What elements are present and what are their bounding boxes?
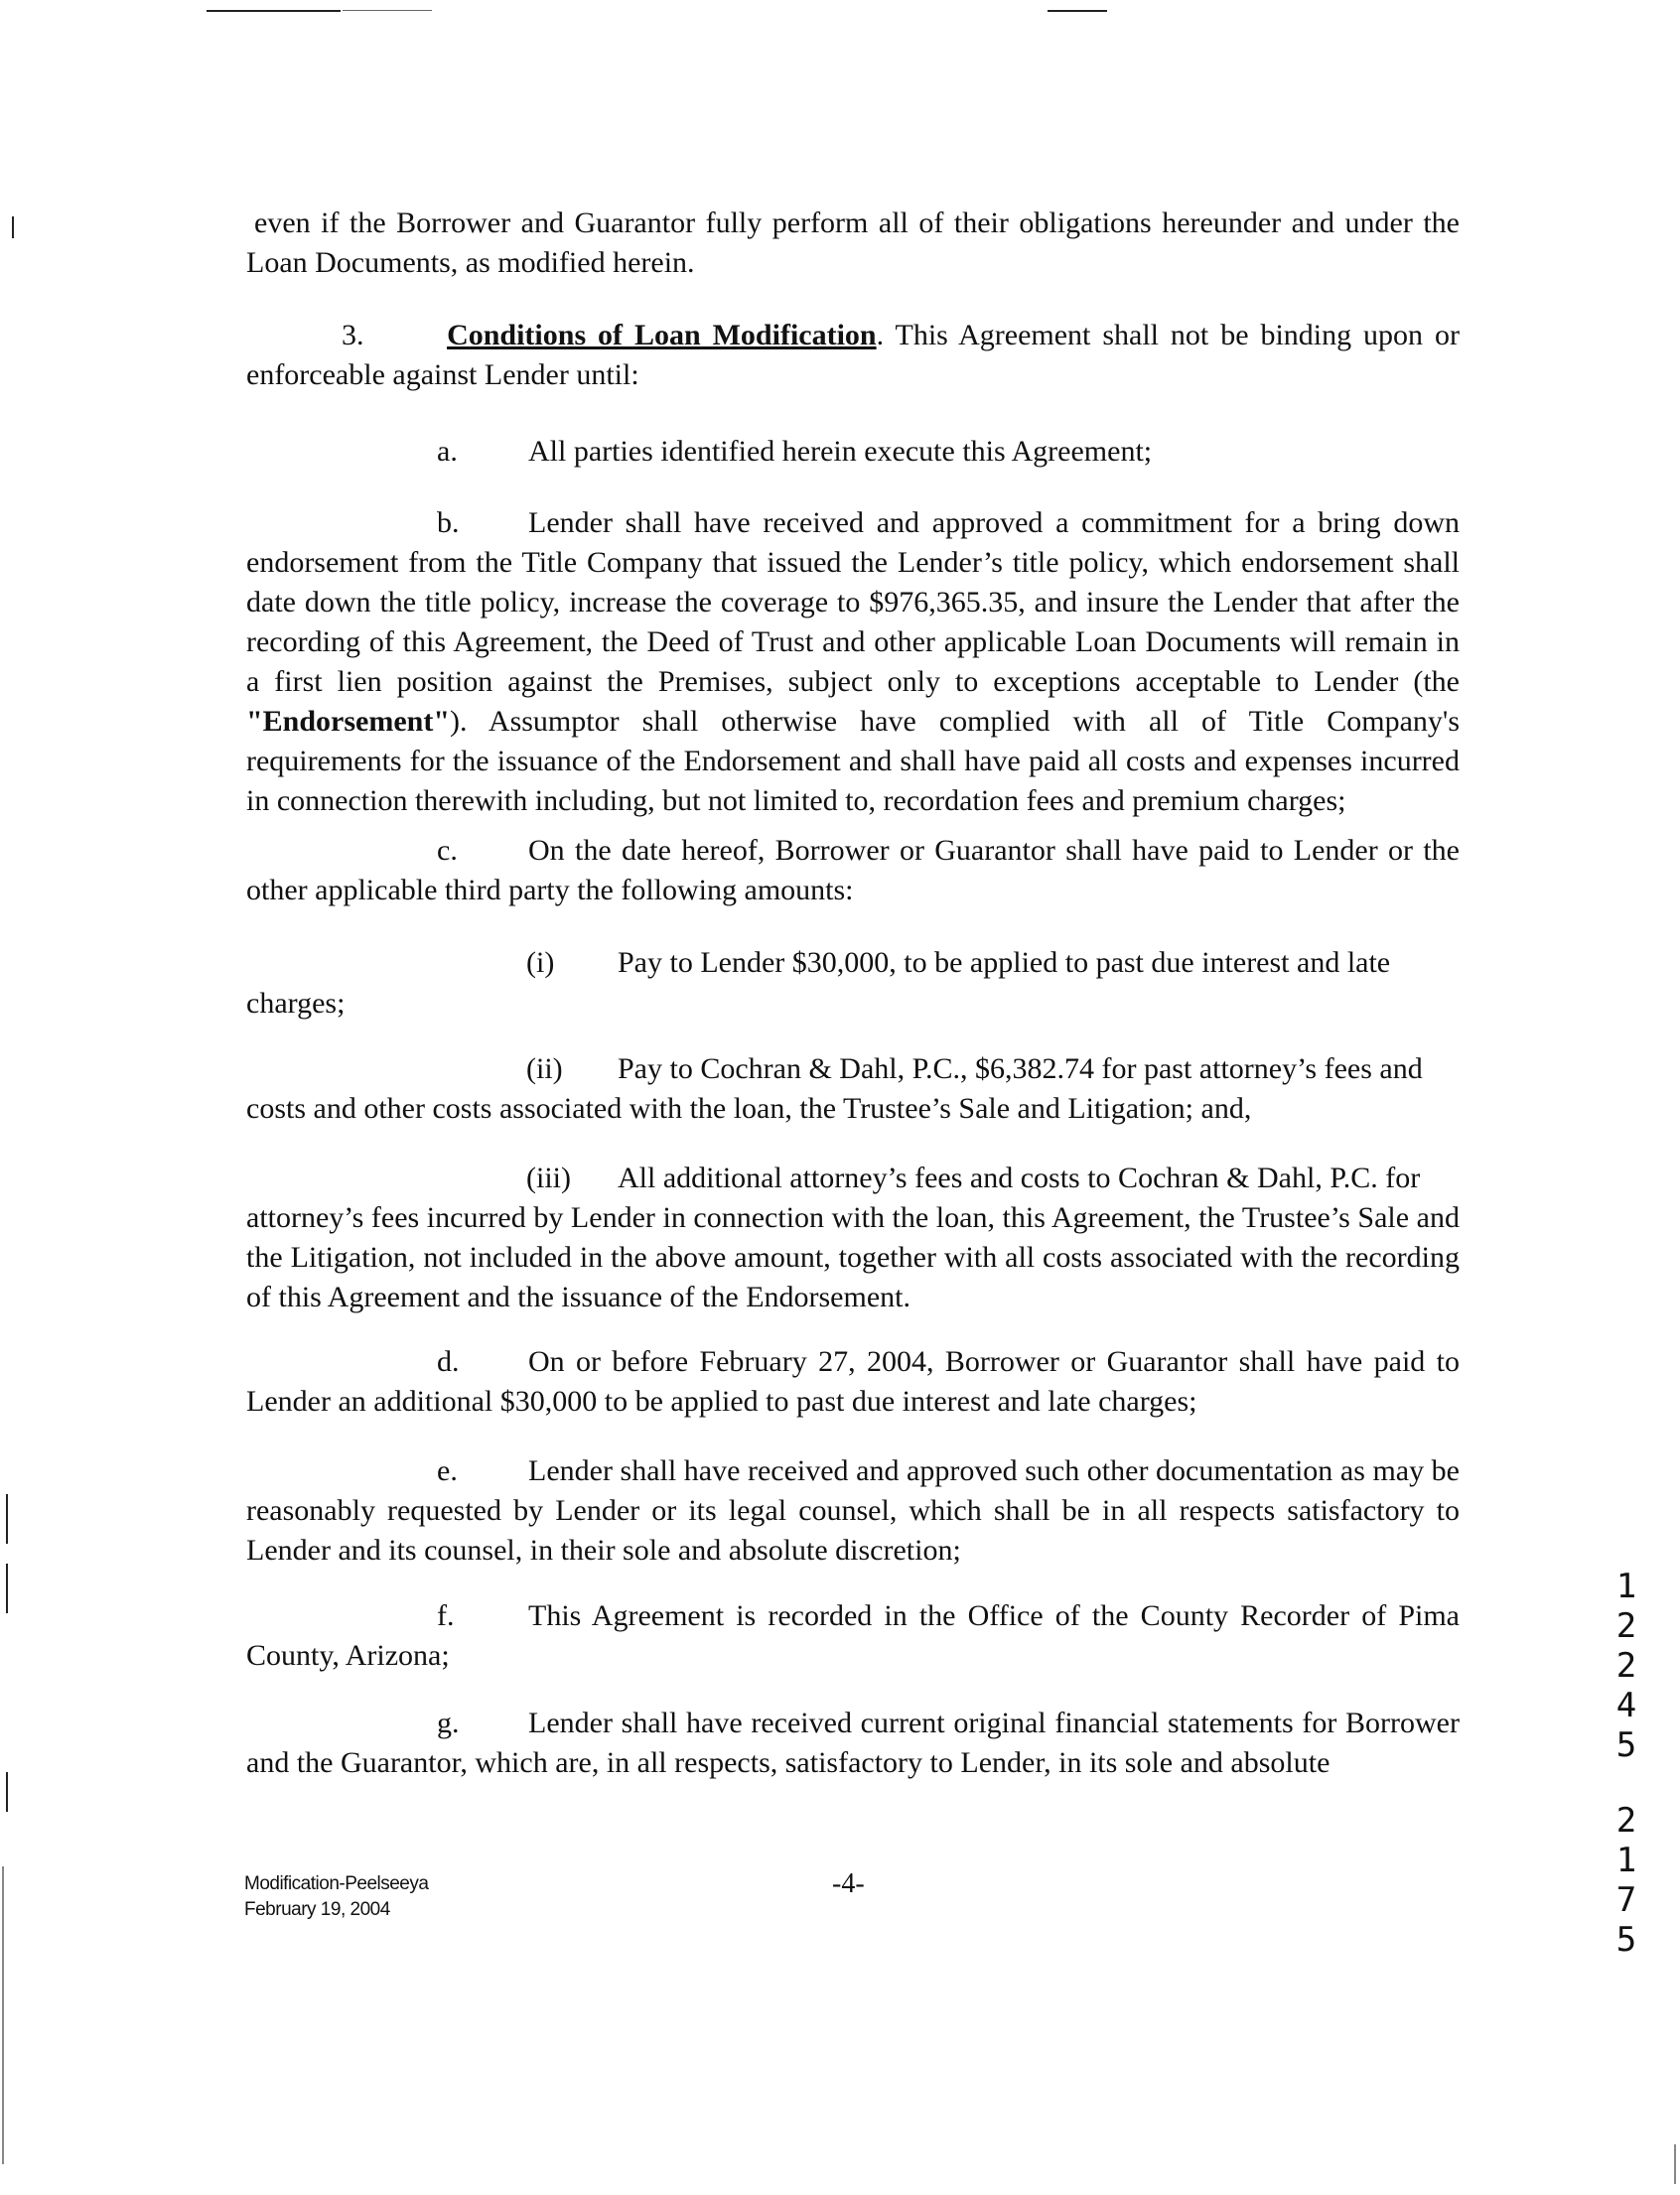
item-b-defined-term: "Endorsement" [246,705,450,738]
section-3-number: 3. [342,319,364,351]
item-d-text: On or before February 27, 2004, Borrower or Guarantor shall have paid to Lender an additional $30,000 to be applied to past due interest and late charges; [246,1345,1460,1418]
item-e [246,1451,1460,1571]
item-f [246,1596,1460,1676]
item-c-ii-wrap-text: costs and other costs associated with the loan, the Trustee’s Sale and Litigation; and, [246,1092,1252,1125]
stamp-digit: 2 [1615,1646,1637,1686]
item-c-text: On the date hereof, Borrower or Guarantor shall have paid to Lender or the other applicable third party the following amounts: [246,834,1460,906]
scan-mark-left-4 [6,1772,8,1812]
item-f-label: f. [437,1599,455,1632]
item-c-iii-label: (iii) [526,1162,571,1194]
section-3-heading: Conditions of Loan Modification [447,319,877,351]
stamp-digit: 1 [1615,1567,1637,1606]
item-d-label: d. [437,1345,460,1378]
stamp-digit: 4 [1615,1686,1637,1725]
item-c-ii [526,1049,1423,1089]
scan-mark-right [1674,2144,1676,2184]
item-c-iii-wrap-text: attorney’s fees incurred by Lender in connection with the loan, this Agreement, the Trustee’s Sale and the Litigation, not included in the above amount, together with all costs associated with the recording of this Agreement and the issuance of the Endorsement. [246,1201,1460,1313]
scan-mark-left-5 [2,1866,4,2164]
item-b-label: b. [437,506,460,539]
item-c-i-wrap [246,984,345,1024]
section-3-text: . This Agreement shall not be binding upon or enforceable against Lender until: [246,319,1460,391]
item-c-iii-text: All additional attorney’s fees and costs to Cochran & Dahl, P.C. for [618,1162,1421,1194]
scan-mark-left-1 [12,216,14,238]
scan-mark-left-3 [6,1564,8,1613]
item-c-i-label: (i) [526,946,555,979]
item-c-iii [526,1159,1420,1198]
recording-number-stamp [1607,1567,1646,1960]
item-d [246,1342,1460,1422]
stamp-digit: 5 [1615,1725,1637,1765]
stamp-digit: 2 [1615,1606,1637,1646]
item-g [246,1704,1460,1783]
stamp-gap [1607,1765,1646,1801]
item-c-i-wrap-text: charges; [246,987,346,1020]
item-c-iii-wrap [246,1198,1460,1317]
item-c-ii-label: (ii) [526,1052,563,1085]
item-b-text-after: ). Assumptor shall otherwise have complied with all of Title Company's requirements for the issuance of the Endorsement and shall have paid all costs and expenses incurred in connection therewith including, but not limited to, recordation fees and premium charges; [246,705,1460,817]
item-e-label: e. [437,1454,458,1487]
item-a [437,432,1152,472]
page-number: -4- [832,1868,865,1899]
item-f-text: This Agreement is recorded in the Office of the County Recorder of Pima County, Arizona; [246,1599,1460,1672]
stamp-digit: 5 [1615,1920,1637,1960]
stamp-digit: 1 [1615,1841,1637,1880]
item-a-text: All parties identified herein execute this Agreement; [528,435,1153,468]
item-c-ii-wrap [246,1089,1251,1129]
stamp-digit: 2 [1615,1801,1637,1841]
item-b [246,503,1460,821]
item-c-i [526,943,1460,983]
item-b-text-before: Lender shall have received and approved a commitment for a bring down endorsement from the Title Company that issued the Lender’s title policy, which endorsement shall date down the title policy, increase the coverage to $976,365.35, and insure the Lender that after the recording of this Agreement, the Deed of Trust and other applicable Loan Documents will remain in a first lien position against the Premises, subject only to exceptions acceptable to Lender (the [246,506,1460,698]
section-3-paragraph [246,316,1460,395]
footer-doc-name: Modification-Peelseeya [244,1873,429,1894]
stamp-digit: 7 [1615,1880,1637,1920]
scan-rule-top-center [1048,10,1107,12]
scan-mark-left-2 [6,1494,8,1544]
item-g-label: g. [437,1707,460,1739]
item-e-text: Lender shall have received and approved such other documentation as may be reasonably requested by Lender or its legal counsel, which shall be in all respects satisfactory to Lender and its counsel, in their sole and absolute discretion; [246,1454,1460,1567]
scan-rule-top-left-dashed [343,10,432,11]
item-c-ii-text: Pay to Cochran & Dahl, P.C., $6,382.74 for past attorney’s fees and [618,1052,1423,1085]
item-g-text: Lender shall have received current original financial statements for Borrower and the Guarantor, which are, in all respects, satisfactory to Lender, in its sole and absolute [246,1707,1460,1779]
scan-rule-top-left [207,10,341,12]
footer [244,1871,428,1923]
paragraph-continuation: even if the Borrower and Guarantor fully perform all of their obligations hereunder and under the Loan Documents, as modified herein. [246,206,1460,279]
item-c [246,831,1460,910]
item-c-label: c. [437,834,458,867]
item-a-label: a. [437,435,458,468]
footer-date: February 19, 2004 [244,1899,390,1920]
item-c-i-text: Pay to Lender $30,000, to be applied to past due interest and late [618,946,1391,979]
